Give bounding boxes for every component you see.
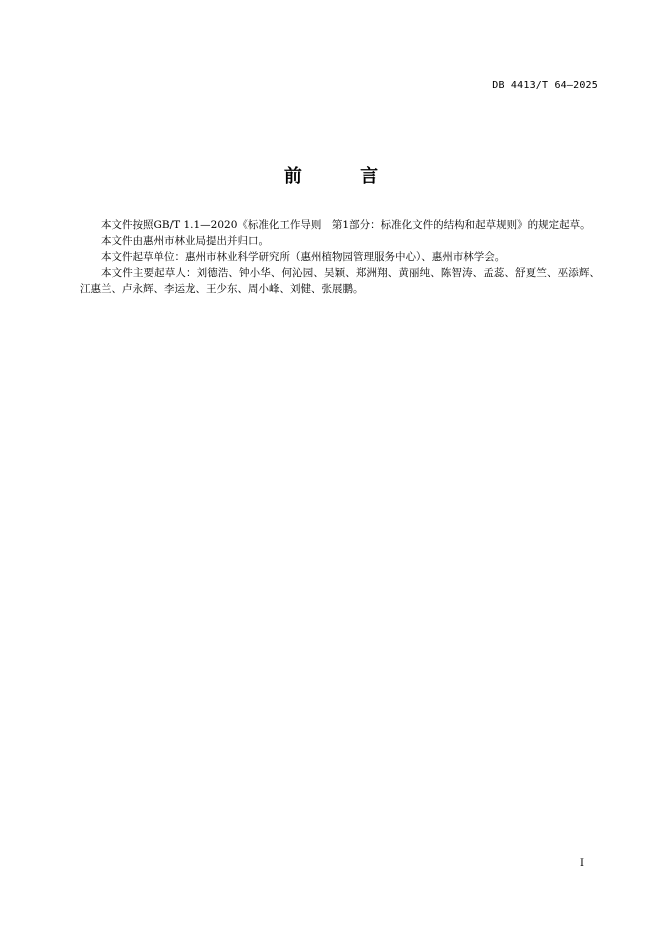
standard-code: DB 4413/T 64—2025 bbox=[492, 80, 598, 91]
foreword-body bbox=[80, 217, 600, 297]
paragraph-drafting-rules: 本文件按照GB/T 1.1—2020《标准化工作导则 第1部分：标准化文件的结构和起草规则》的规定起草。 bbox=[101, 219, 591, 231]
paragraph-drafters: 本文件主要起草人：刘德浩、钟小华、何沁园、吴颖、郑洲翔、黄丽纯、陈智涛、孟蕊、舒夏竺、巫添辉、江惠兰、卢永辉、李运龙、王少东、周小峰、刘健、张展鹏。 bbox=[80, 267, 600, 295]
page-number: I bbox=[580, 858, 584, 869]
page-title: 前 言 bbox=[283, 166, 405, 187]
paragraph-drafting-units: 本文件起草单位：惠州市林业科学研究所（惠州植物园管理服务中心）、惠州市林学会。 bbox=[101, 251, 506, 263]
paragraph-proposer: 本文件由惠州市林业局提出并归口。 bbox=[101, 235, 269, 247]
